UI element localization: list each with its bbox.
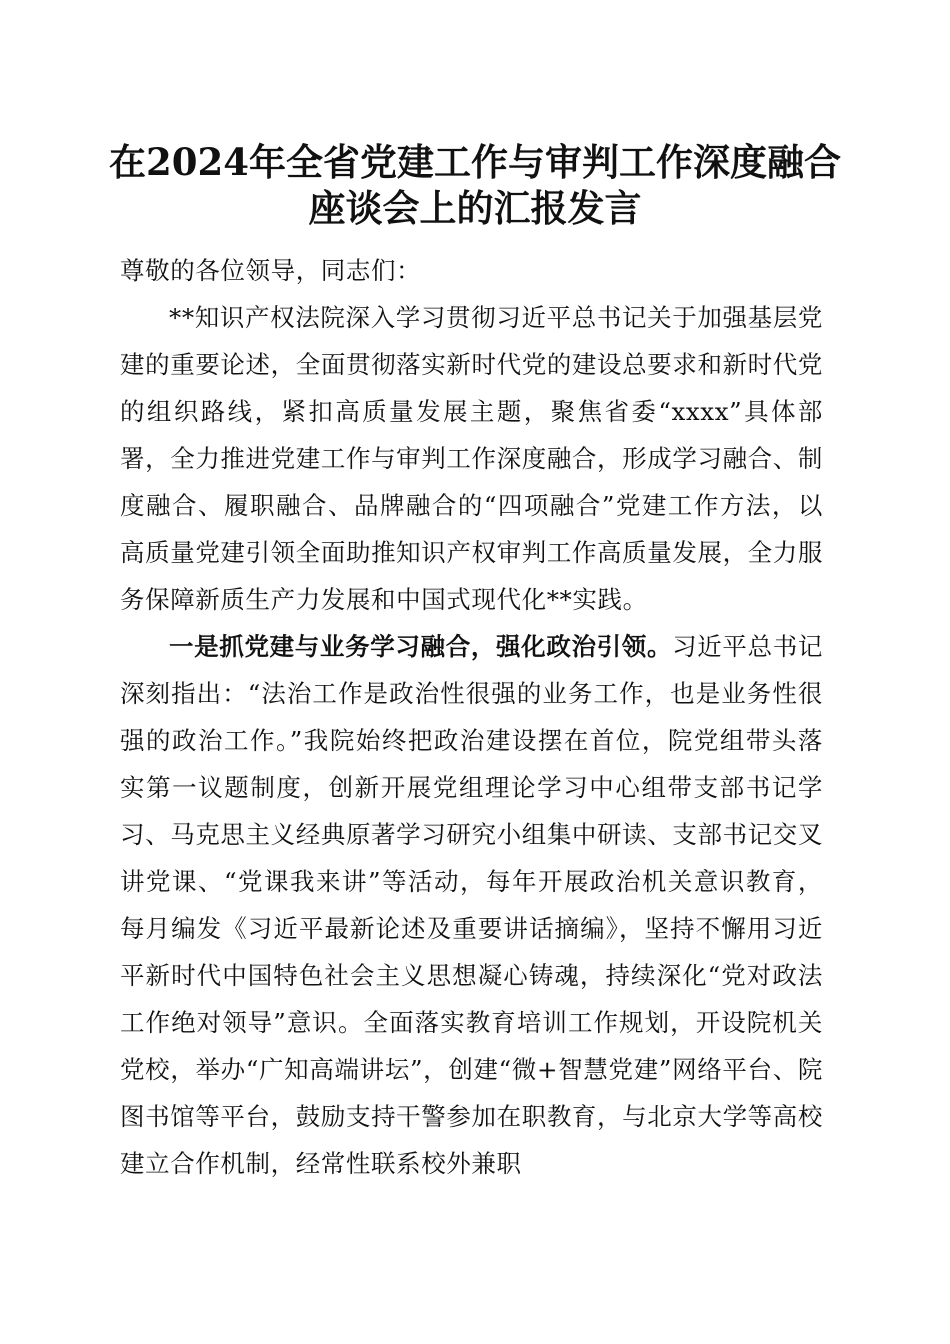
document-body <box>120 247 823 1187</box>
paragraph-1: **知识产权法院深入学习贯彻习近平总书记关于加强基层党建的重要论述，全面贯彻落实新时代党的建设总要求和新时代党的组织路线，紧扣高质量发展主题，聚焦省委“xxxx”具体部署，全力推进党建工作与审判工作深度融合，形成学习融合、制度融合、履职融合、品牌融合的“四项融合”党建工作方法，以高质量党建引领全面助推知识产权审判工作高质量发展，全力服务保障新质生产力发展和中国式现代化**实践。 <box>120 303 823 614</box>
paragraph-2 <box>120 623 823 1187</box>
document-title-line-1: 在2024年全省党建工作与审判工作深度融合 <box>109 140 841 184</box>
paragraph-2-body: 习近平总书记深刻指出：“法治工作是政治性很强的业务工作，也是业务性很强的政治工作。”我院始终把政治建设摆在首位，院党组带头落实第一议题制度，创新开展党组理论学习中心组带支部书记学习、马克思主义经典原著学习研究小组集中研读、支部书记交叉讲党课、“党课我来讲”等活动，每年开展政治机关意识教育，每月编发《习近平最新论述及重要讲话摘编》，坚持不懈用习近平新时代中国特色社会主义思想凝心铸魂，持续深化“党对政法工作绝对领导”意识。全面落实教育培训工作规划，开设院机关党校，举办“广知高端讲坛”，创建“微+智慧党建”网络平台、院图书馆等平台，鼓励支持干警参加在职教育，与北京大学等高校建立合作机制，经常性联系校外兼职 <box>120 632 824 1178</box>
salutation: 尊敬的各位领导，同志们： <box>120 256 422 285</box>
paragraph-2-lead: 一是抓党建与业务学习融合，强化政治引领。 <box>169 632 673 661</box>
document-title-line-2: 座谈会上的汇报发言 <box>308 186 642 230</box>
